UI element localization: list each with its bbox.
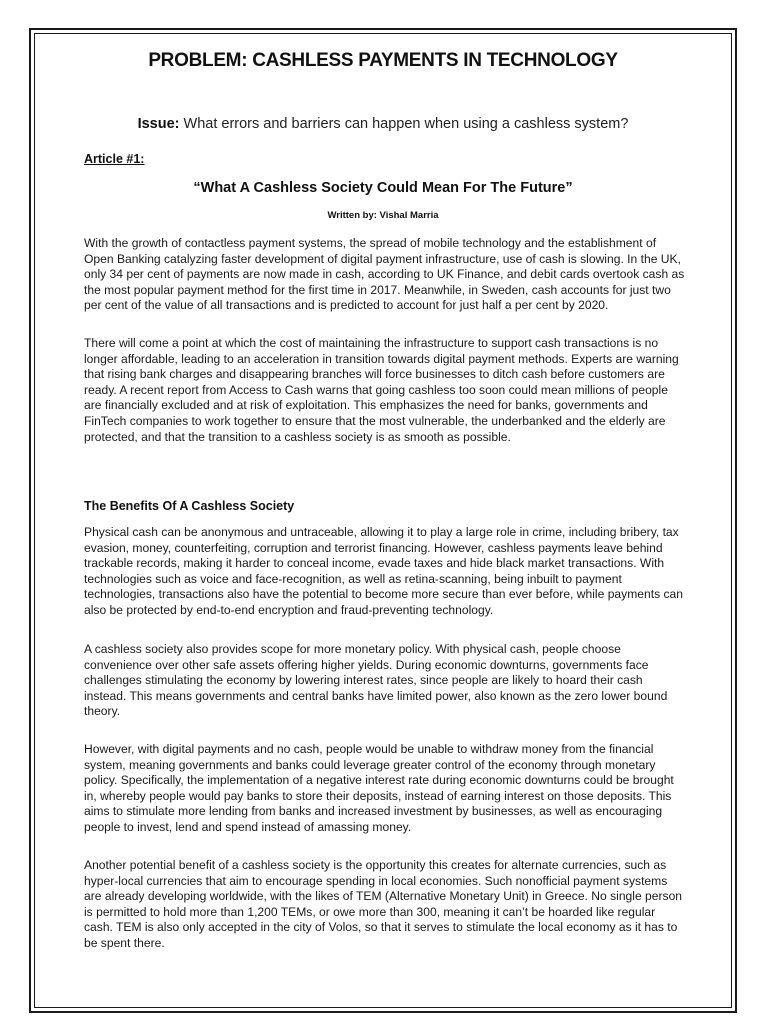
- issue-label: Issue:: [137, 116, 180, 132]
- section-paragraph-2: A cashless society also provides scope for more monetary policy. With physical cash, people choose convenience over other safe assets offering higher yields. During economic downturns, governments face challenges stimulating the economy by lowering interest rates, since people are likely to hoard their cash instead. This means governments and central banks have limited power, also known as the zero lower bound theory.: [84, 642, 668, 719]
- issue-text: What errors and barriers can happen when using a cashless system?: [179, 116, 629, 132]
- byline: Written by: Vishal Marria: [327, 210, 439, 221]
- section-paragraph-1: Physical cash can be anonymous and untraceable, allowing it to play a large role in crime, including bribery, tax evasion, money, counterfeiting, corruption and terrorist financing. However, cashless payments leave behind trackable records, making it harder to conceal income, evade taxes and hide black market transactions. With technologies such as voice and face-recognition, as well as retina-scanning, being inbuilt to payment technologies, transactions also have the potential to become more secure than ever before, while payments can also be protected by end-to-end encryption and fraud-preventing technology.: [84, 525, 683, 617]
- section-heading: The Benefits Of A Cashless Society: [84, 499, 295, 513]
- section-paragraph-4: Another potential benefit of a cashless society is the opportunity this creates for alternate currencies, such as hyper-local currencies that aim to encourage spending in local economies. Such nonofficial payment systems are already developing worldwide, with the likes of TEM (Alternative Monetary Unit) in Greece. No single person is permitted to hold more than 1,200 TEMs, or owe more than 300, meaning it can’t be hoarded like regular cash. TEM is also only accepted in the city of Volos, so that it serves to stimulate the local economy as it has to be spent there.: [84, 858, 683, 950]
- issue-line: [34, 116, 732, 132]
- paragraph-1: With the growth of contactless payment systems, the spread of mobile technology and the establishment of Open Banking catalyzing faster development of digital payment infrastructure, use of cash is slowing. In the UK, only 34 per cent of payments are now made in cash, according to UK Finance, and debit cards overtook cash as the most popular payment method for the first time in 2017. Meanwhile, in Sweden, cash accounts for just two per cent of the value of all transactions and is predicted to account for just half a per cent by 2020.: [84, 236, 685, 313]
- article-title: “What A Cashless Society Could Mean For The Future”: [193, 180, 573, 196]
- document-title: PROBLEM: CASHLESS PAYMENTS IN TECHNOLOGY: [148, 50, 618, 71]
- section-paragraph-3: However, with digital payments and no cash, people would be unable to withdraw money from the financial system, meaning governments and banks could leverage greater control of the economy through monetary policy. Specifically, the implementation of a negative interest rate during economic downturns could be brought in, whereby people would pay banks to store their deposits, instead of earning interest on those deposits. This aims to stimulate more lending from banks and increased investment by businesses, as well as encouraging people to invest, lend and spend instead of amassing money.: [84, 742, 674, 834]
- article-label: Article #1:: [84, 152, 145, 166]
- paragraph-2: There will come a point at which the cost of maintaining the infrastructure to support cash transactions is no longer affordable, leading to an acceleration in transition towards digital payment methods. Experts are warning that rising bank charges and disappearing branches will force businesses to ditch cash before customers are ready. A recent report from Access to Cash warns that going cashless too soon could mean millions of people are financially excluded and at risk of exploitation. This emphasizes the need for banks, governments and FinTech companies to work together to ensure that the most vulnerable, the underbanked and the elderly are protected, and that the transition to a cashless society is as smooth as possible.: [84, 336, 679, 444]
